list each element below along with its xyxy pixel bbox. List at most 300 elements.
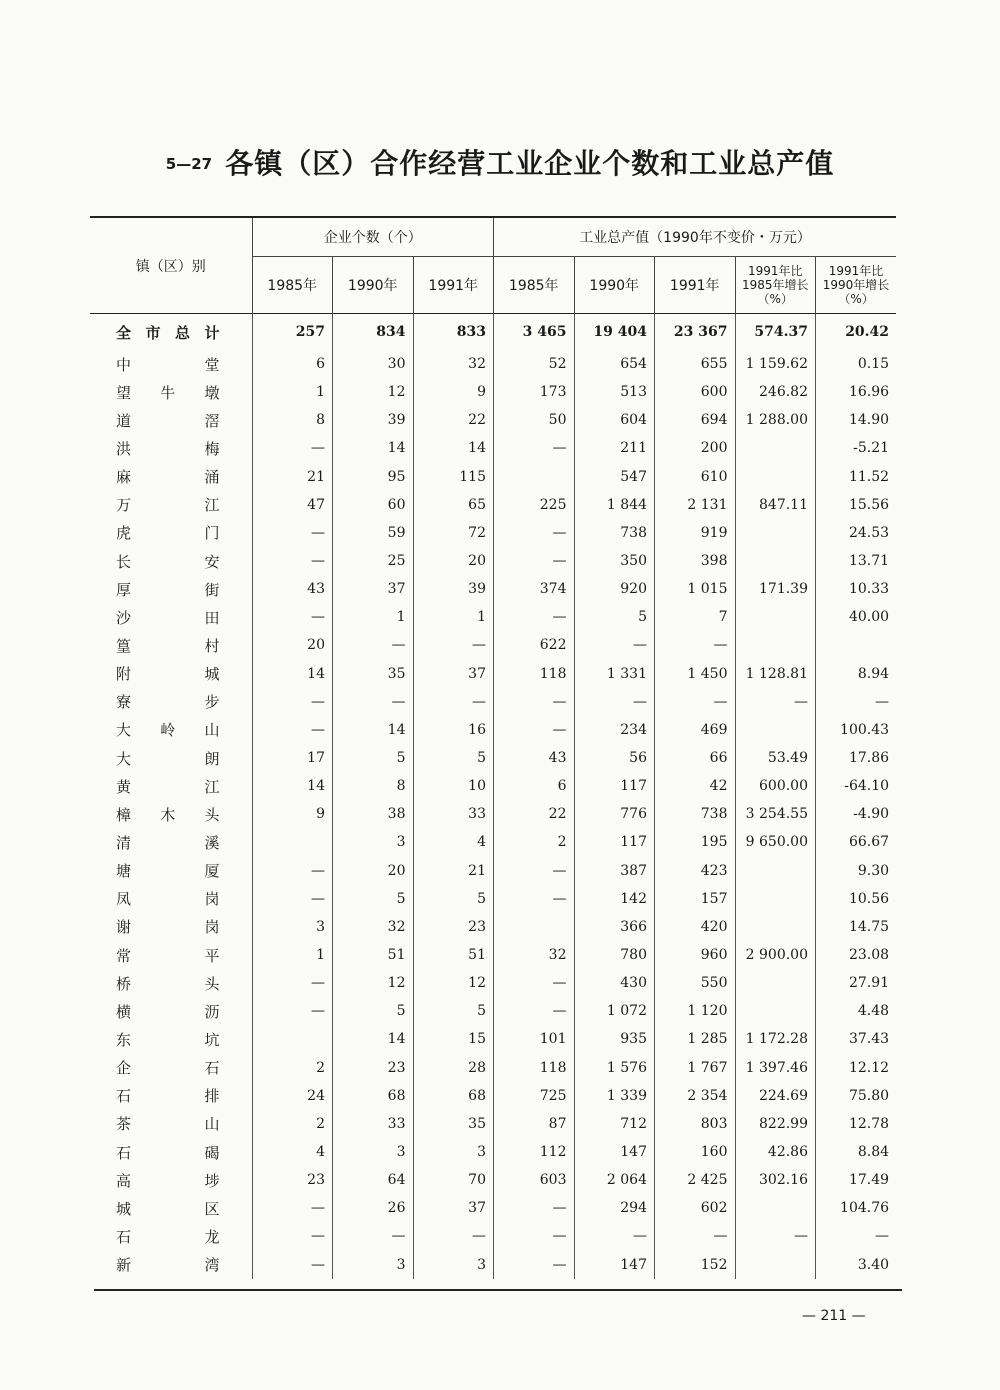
row-town-name: 洪梅 [116, 439, 220, 458]
row-town-name: 清溪 [116, 833, 220, 852]
row-value-col-7 [735, 857, 816, 885]
row-town-name: 石龙 [116, 1227, 220, 1246]
row-value-col-2: 1 [333, 603, 414, 631]
row-value-col-7: 9 650.00 [735, 828, 816, 856]
row-value-col-8: 27.91 [816, 969, 897, 997]
row-value-col-8: 10.56 [816, 885, 897, 913]
table-row [90, 772, 896, 800]
row-value-col-5: 604 [574, 406, 655, 434]
row-value-col-3: 68 [413, 1082, 494, 1110]
table-row [90, 575, 896, 603]
row-value-col-4: 2 [494, 828, 575, 856]
row-value-col-4: 101 [494, 1025, 575, 1053]
row-value-col-8: 104.76 [816, 1194, 897, 1222]
row-value-col-4: 52 [494, 350, 575, 378]
row-value-col-7: 171.39 [735, 575, 816, 603]
row-value-col-1: 24 [252, 1082, 333, 1110]
row-value-col-3: 20 [413, 547, 494, 575]
table-row-total [90, 314, 896, 351]
header-col-6: 1991年 [655, 257, 736, 314]
row-value-col-5: — [574, 1222, 655, 1250]
row-value-col-8: 17.49 [816, 1166, 897, 1194]
row-value-col-8: 20.42 [816, 314, 897, 351]
row-town-name: 企石 [116, 1059, 220, 1078]
row-value-col-6: 42 [655, 772, 736, 800]
table-row [90, 1054, 896, 1082]
row-value-col-5: 738 [574, 519, 655, 547]
row-value-col-5: 147 [574, 1251, 655, 1279]
row-value-col-7: 1 172.28 [735, 1025, 816, 1053]
row-value-col-2: 59 [333, 519, 414, 547]
row-value-col-4: 374 [494, 575, 575, 603]
row-town-name: 寮步 [116, 693, 220, 712]
row-value-col-3: 37 [413, 660, 494, 688]
row-value-col-2: 51 [333, 941, 414, 969]
row-value-col-6: — [655, 1222, 736, 1250]
row-value-col-8: 13.71 [816, 547, 897, 575]
row-value-col-1: 4 [252, 1138, 333, 1166]
table-row [90, 1110, 896, 1138]
row-value-col-8: 12.12 [816, 1054, 897, 1082]
row-value-col-1: 14 [252, 660, 333, 688]
header-stub: 镇（区）别 [135, 258, 206, 275]
row-value-col-2: 37 [333, 575, 414, 603]
table-row [90, 491, 896, 519]
table-row [90, 434, 896, 462]
row-value-col-8: 17.86 [816, 744, 897, 772]
row-value-col-8: -5.21 [816, 434, 897, 462]
row-town-name: 黄江 [116, 777, 220, 796]
header-col-2: 1990年 [333, 257, 414, 314]
row-value-col-5: 234 [574, 716, 655, 744]
table-row [90, 1166, 896, 1194]
row-value-col-1: 9 [252, 800, 333, 828]
row-value-col-5: 350 [574, 547, 655, 575]
row-town-name: 桥头 [116, 974, 220, 993]
table-row [90, 350, 896, 378]
row-town-name: 篁村 [116, 636, 220, 655]
row-value-col-2: 3 [333, 828, 414, 856]
table-row [90, 1251, 896, 1279]
row-value-col-5: 1 331 [574, 660, 655, 688]
row-value-col-3: 12 [413, 969, 494, 997]
row-value-col-8: 16.96 [816, 378, 897, 406]
row-value-col-5: 387 [574, 857, 655, 885]
row-value-col-3: 37 [413, 1194, 494, 1222]
row-value-col-2: 60 [333, 491, 414, 519]
row-value-col-6: 2 354 [655, 1082, 736, 1110]
table-row [90, 716, 896, 744]
row-value-col-2: 33 [333, 1110, 414, 1138]
row-value-col-1: — [252, 688, 333, 716]
row-value-col-1: — [252, 434, 333, 462]
row-value-col-4: 225 [494, 491, 575, 519]
row-value-col-5: 920 [574, 575, 655, 603]
row-value-col-2: 14 [333, 716, 414, 744]
bottom-rule [94, 1289, 902, 1291]
row-town-name: 东坑 [116, 1030, 220, 1049]
table-row [90, 1025, 896, 1053]
row-value-col-4: 3 465 [494, 314, 575, 351]
row-value-col-6: 23 367 [655, 314, 736, 351]
table-row [90, 1138, 896, 1166]
row-value-col-4: — [494, 997, 575, 1025]
row-value-col-3: 72 [413, 519, 494, 547]
row-value-col-6: 195 [655, 828, 736, 856]
row-value-col-1: 3 [252, 913, 333, 941]
header-group-enterprise-count: 企业个数（个） [252, 217, 494, 257]
row-value-col-5: 1 844 [574, 491, 655, 519]
row-value-col-6: 160 [655, 1138, 736, 1166]
row-value-col-2: — [333, 688, 414, 716]
row-value-col-2: — [333, 631, 414, 659]
row-town-name: 塘厦 [116, 862, 220, 881]
row-value-col-7 [735, 885, 816, 913]
row-value-col-2: 68 [333, 1082, 414, 1110]
row-value-col-1: 257 [252, 314, 333, 351]
row-value-col-4: 725 [494, 1082, 575, 1110]
row-value-col-2: 3 [333, 1138, 414, 1166]
row-value-col-6: 738 [655, 800, 736, 828]
row-value-col-3: 15 [413, 1025, 494, 1053]
row-value-col-8: 11.52 [816, 463, 897, 491]
row-value-col-8: 0.15 [816, 350, 897, 378]
row-value-col-6: 1 767 [655, 1054, 736, 1082]
header-col-7: 1991年比1985年增长（%） [735, 257, 816, 314]
row-value-col-7 [735, 969, 816, 997]
row-value-col-3: 28 [413, 1054, 494, 1082]
header-col-5: 1990年 [574, 257, 655, 314]
row-value-col-2: 14 [333, 1025, 414, 1053]
row-value-col-1 [252, 828, 333, 856]
row-town-name: 石排 [116, 1087, 220, 1106]
row-town-name: 望牛墩 [116, 383, 220, 402]
row-value-col-1: — [252, 857, 333, 885]
row-town-name: 茶山 [116, 1115, 220, 1134]
row-value-col-5: — [574, 631, 655, 659]
row-value-col-3: 1 [413, 603, 494, 631]
row-value-col-6: — [655, 688, 736, 716]
row-value-col-8: 37.43 [816, 1025, 897, 1053]
table-row [90, 378, 896, 406]
row-value-col-4: 112 [494, 1138, 575, 1166]
row-town-name: 新湾 [116, 1256, 220, 1275]
row-value-col-3: 22 [413, 406, 494, 434]
row-value-col-4: 87 [494, 1110, 575, 1138]
row-value-col-2: 25 [333, 547, 414, 575]
row-value-col-5: 19 404 [574, 314, 655, 351]
row-value-col-7: 53.49 [735, 744, 816, 772]
row-value-col-3: 5 [413, 885, 494, 913]
row-value-col-3: 16 [413, 716, 494, 744]
row-value-col-5: 294 [574, 1194, 655, 1222]
row-value-col-8: 23.08 [816, 941, 897, 969]
row-value-col-3: 33 [413, 800, 494, 828]
row-value-col-8: 100.43 [816, 716, 897, 744]
row-value-col-4: — [494, 857, 575, 885]
row-value-col-6: 694 [655, 406, 736, 434]
table-body [90, 314, 896, 1279]
row-value-col-5: 1 072 [574, 997, 655, 1025]
header-col-4: 1985年 [494, 257, 575, 314]
row-value-col-3: 115 [413, 463, 494, 491]
row-value-col-7: 42.86 [735, 1138, 816, 1166]
row-town-name: 厚街 [116, 580, 220, 599]
row-value-col-7: — [735, 688, 816, 716]
table-row [90, 828, 896, 856]
table-row [90, 941, 896, 969]
row-value-col-6: 803 [655, 1110, 736, 1138]
row-value-col-5: 117 [574, 772, 655, 800]
row-value-col-7: 600.00 [735, 772, 816, 800]
row-value-col-8 [816, 631, 897, 659]
row-value-col-7 [735, 913, 816, 941]
row-value-col-7 [735, 716, 816, 744]
row-value-col-6: 919 [655, 519, 736, 547]
row-value-col-3: 23 [413, 913, 494, 941]
row-value-col-6: 2 425 [655, 1166, 736, 1194]
row-value-col-8: 14.75 [816, 913, 897, 941]
row-value-col-8: 4.48 [816, 997, 897, 1025]
table-row [90, 603, 896, 631]
row-value-col-4: — [494, 519, 575, 547]
row-value-col-1: 14 [252, 772, 333, 800]
row-value-col-7 [735, 519, 816, 547]
table-row [90, 857, 896, 885]
row-value-col-1: — [252, 1251, 333, 1279]
table-row [90, 1082, 896, 1110]
row-value-col-6: 157 [655, 885, 736, 913]
row-value-col-7: 224.69 [735, 1082, 816, 1110]
row-value-col-1: 2 [252, 1054, 333, 1082]
row-value-col-6: 1 285 [655, 1025, 736, 1053]
row-value-col-1: 1 [252, 378, 333, 406]
row-value-col-3: 65 [413, 491, 494, 519]
row-value-col-1: — [252, 603, 333, 631]
row-value-col-7: 1 159.62 [735, 350, 816, 378]
row-town-name: 大朗 [116, 749, 220, 768]
row-value-col-7: 847.11 [735, 491, 816, 519]
row-value-col-4: 43 [494, 744, 575, 772]
row-value-col-1: — [252, 885, 333, 913]
row-town-name: 全市总计 [116, 323, 220, 342]
table-row [90, 688, 896, 716]
row-town-name: 高埗 [116, 1171, 220, 1190]
row-value-col-4: — [494, 547, 575, 575]
row-value-col-4 [494, 913, 575, 941]
row-value-col-2: 8 [333, 772, 414, 800]
row-value-col-8: — [816, 1222, 897, 1250]
row-value-col-2: 30 [333, 350, 414, 378]
row-value-col-6: 960 [655, 941, 736, 969]
row-value-col-6: 655 [655, 350, 736, 378]
row-value-col-3: 35 [413, 1110, 494, 1138]
table-row [90, 519, 896, 547]
row-value-col-8: 15.56 [816, 491, 897, 519]
row-town-name: 城区 [116, 1199, 220, 1218]
table-row [90, 463, 896, 491]
row-value-col-2: 5 [333, 885, 414, 913]
row-value-col-3: 10 [413, 772, 494, 800]
row-value-col-2: 14 [333, 434, 414, 462]
row-town-name: 凤岗 [116, 890, 220, 909]
row-value-col-7: — [735, 1222, 816, 1250]
row-value-col-5: 1 339 [574, 1082, 655, 1110]
row-value-col-1: — [252, 1222, 333, 1250]
row-town-name: 麻涌 [116, 468, 220, 487]
row-value-col-7: 302.16 [735, 1166, 816, 1194]
row-value-col-3: 21 [413, 857, 494, 885]
row-value-col-7 [735, 603, 816, 631]
row-value-col-8: -4.90 [816, 800, 897, 828]
row-town-name: 中堂 [116, 355, 220, 374]
row-value-col-3: — [413, 1222, 494, 1250]
row-value-col-2: 3 [333, 1251, 414, 1279]
row-value-col-5: 147 [574, 1138, 655, 1166]
row-value-col-2: 95 [333, 463, 414, 491]
row-value-col-7 [735, 463, 816, 491]
row-value-col-7 [735, 1194, 816, 1222]
row-value-col-6: 420 [655, 913, 736, 941]
row-value-col-3: 39 [413, 575, 494, 603]
row-value-col-4: — [494, 885, 575, 913]
row-value-col-6: 550 [655, 969, 736, 997]
row-value-col-4: — [494, 716, 575, 744]
row-value-col-7 [735, 631, 816, 659]
row-value-col-7: 2 900.00 [735, 941, 816, 969]
row-town-name: 石碣 [116, 1143, 220, 1162]
row-value-col-7: 1 288.00 [735, 406, 816, 434]
row-value-col-6: 469 [655, 716, 736, 744]
row-value-col-7 [735, 547, 816, 575]
row-value-col-8: -64.10 [816, 772, 897, 800]
row-value-col-8: 40.00 [816, 603, 897, 631]
row-value-col-3: 5 [413, 744, 494, 772]
header-col-3: 1991年 [413, 257, 494, 314]
row-value-col-2: 39 [333, 406, 414, 434]
row-value-col-8: 14.90 [816, 406, 897, 434]
row-town-name: 常平 [116, 946, 220, 965]
row-value-col-5: 211 [574, 434, 655, 462]
table-row [90, 660, 896, 688]
table-row [90, 969, 896, 997]
row-value-col-1: 21 [252, 463, 333, 491]
row-value-col-6: 1 120 [655, 997, 736, 1025]
row-value-col-1: — [252, 1194, 333, 1222]
table-title: 各镇（区）合作经营工业企业个数和工业总产值 [225, 147, 835, 180]
row-value-col-5: 56 [574, 744, 655, 772]
row-value-col-4: — [494, 1222, 575, 1250]
row-value-col-2: 32 [333, 913, 414, 941]
row-value-col-4: — [494, 1194, 575, 1222]
row-value-col-4: 50 [494, 406, 575, 434]
row-value-col-8: 9.30 [816, 857, 897, 885]
row-value-col-1: — [252, 969, 333, 997]
row-town-name: 万江 [116, 496, 220, 515]
row-value-col-8: 75.80 [816, 1082, 897, 1110]
row-value-col-5: — [574, 688, 655, 716]
row-value-col-3: 833 [413, 314, 494, 351]
row-value-col-3: 51 [413, 941, 494, 969]
row-value-col-6: 602 [655, 1194, 736, 1222]
row-value-col-7: 246.82 [735, 378, 816, 406]
row-value-col-1: 20 [252, 631, 333, 659]
header-col-1: 1985年 [252, 257, 333, 314]
row-value-col-1: 17 [252, 744, 333, 772]
row-value-col-6: 7 [655, 603, 736, 631]
row-value-col-1: — [252, 716, 333, 744]
row-value-col-7 [735, 434, 816, 462]
table-row [90, 744, 896, 772]
row-value-col-5: 430 [574, 969, 655, 997]
row-value-col-4: 32 [494, 941, 575, 969]
row-value-col-4: 622 [494, 631, 575, 659]
row-value-col-4: — [494, 1251, 575, 1279]
table-row [90, 913, 896, 941]
row-value-col-2: 5 [333, 997, 414, 1025]
row-value-col-8: — [816, 688, 897, 716]
row-value-col-1: — [252, 997, 333, 1025]
row-value-col-7 [735, 1251, 816, 1279]
table-row [90, 547, 896, 575]
row-value-col-7: 1 128.81 [735, 660, 816, 688]
statistics-table [90, 216, 896, 1279]
table-number: 5—27 [165, 155, 213, 173]
row-value-col-1: — [252, 547, 333, 575]
row-value-col-3: 3 [413, 1138, 494, 1166]
row-town-name: 樟木头 [116, 805, 220, 824]
row-value-col-1: 1 [252, 941, 333, 969]
row-value-col-6: 2 131 [655, 491, 736, 519]
row-value-col-4: — [494, 969, 575, 997]
row-value-col-8: 66.67 [816, 828, 897, 856]
table-row [90, 631, 896, 659]
row-value-col-2: 26 [333, 1194, 414, 1222]
row-town-name: 道滘 [116, 411, 220, 430]
row-value-col-8: 3.40 [816, 1251, 897, 1279]
table-row [90, 885, 896, 913]
row-value-col-8: 8.84 [816, 1138, 897, 1166]
row-value-col-8: 8.94 [816, 660, 897, 688]
table-row [90, 800, 896, 828]
row-value-col-2: 38 [333, 800, 414, 828]
row-value-col-8: 24.53 [816, 519, 897, 547]
row-value-col-3: 3 [413, 1251, 494, 1279]
statistics-table-wrapper [90, 216, 896, 1279]
row-value-col-2: 20 [333, 857, 414, 885]
row-town-name: 谢岗 [116, 918, 220, 937]
row-value-col-4: 118 [494, 1054, 575, 1082]
row-value-col-3: 32 [413, 350, 494, 378]
page-title [0, 142, 1000, 182]
row-value-col-3: — [413, 631, 494, 659]
row-value-col-3: 14 [413, 434, 494, 462]
row-value-col-5: 654 [574, 350, 655, 378]
row-town-name: 附城 [116, 665, 220, 684]
row-value-col-3: 5 [413, 997, 494, 1025]
row-value-col-6: 66 [655, 744, 736, 772]
row-value-col-7 [735, 997, 816, 1025]
row-value-col-8: 12.78 [816, 1110, 897, 1138]
row-value-col-4: — [494, 688, 575, 716]
table-row [90, 1222, 896, 1250]
row-value-col-4: 118 [494, 660, 575, 688]
row-value-col-1: 23 [252, 1166, 333, 1194]
row-value-col-1 [252, 1025, 333, 1053]
row-value-col-5: 935 [574, 1025, 655, 1053]
row-value-col-5: 712 [574, 1110, 655, 1138]
row-value-col-4 [494, 463, 575, 491]
